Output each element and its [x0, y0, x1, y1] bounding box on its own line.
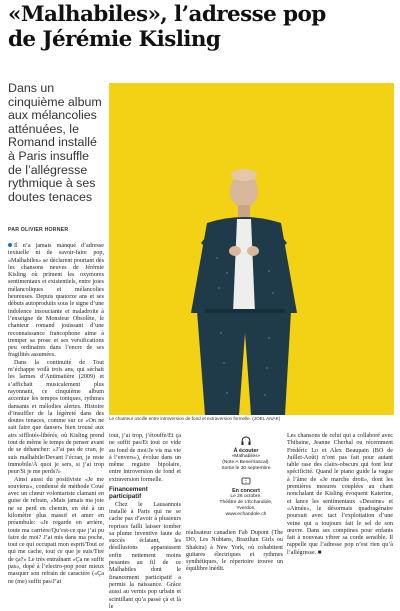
- paragraph: Ainsi aussi du positiviste «Je me souviens», condensé de méthode Coué avec un chœur volontariste clamant en guise de refrain, «Mais jamais ma joie ne se perd en chemin, en été à un kilomètre plus massif et amer en préambule: «Je regarde en arrière, toute ma carrière/Qu’est-ce que j’ai pu faire de moi? J’ai mis dans ma poche, tout ce qui occupait mon esprit/Tout ce qui me cache, tout ce que je suis/Tiré de ça?» Le très entraînant «Ça ne suffit pas», dopé à l’electro-pop pour mieux masquer son refrain de caractère («Ça ne (me) suffit pas/J’ai: [8, 476, 104, 585]
- byline: PAR OLIVIER HORNER: [8, 227, 69, 233]
- paragraph: Il n’a jamais manqué d’adresse textuelle ni de savoir-faire pop, «Malhabiles» se déclarent pourtant dès les chansons neuves de Jérémie Kisling où priment les oxymores sentimentaux et existentiels, entre joies mélancoliques et mélancolies heureuses. Depuis quatorze ans et ses débuts autoproduits sous le signe d’une indolence insouciante et maladroite à l’enseigne de Monsieur Obsolète, le chanteur romand jouissant d’une reconnaissance francophone aime à tremper sa prose et ses versifications peu ordinaires dans l’encre de ses fragilités assumées.: [8, 243, 104, 359]
- listen-album: «Malhabiles»: [231, 454, 261, 459]
- paragraph: Chez le Lausannois installé à Paris qui ne se cache pas d’avoir à plusieurs reprises failli laisser tomber sa plume inventive faute de succès éclatant, les désillusions apparaissent enfin nettement moins pesantes au fil de ce Malhabiles dont le financement participatif a permis la naissance. Grâce aussi au vernis pop urbain et scintillant qu’a passé çà et là le: [109, 501, 181, 610]
- paragraph: Dans la continuité de Tout m’échappe voilà trois ans, qui séchait les larmes d’Antimatière (2009) et s’affichait musicalement plus rayonnant, ce cinquième album accentue les tempos toniques, rythmes dansants et mélodies alertes. Histoire d’insuffler de la légèreté dans des doutes tenaces, comme sur ce «On ne sait faire que danser» bien trousé aux airs sifflotés-libérés, où Kisling prend tout de même le temps de penser avant de se déhancher: «J’ai pas de cran, je suis malhabile/Devant l’écran, je reste immobile/À quoi je sers, si j’ai trop peur/Si je me perds?»: [8, 359, 104, 476]
- photo: [109, 83, 394, 415]
- ticket-icon: [241, 476, 251, 486]
- concert-url: www.echandole.ch: [225, 512, 267, 517]
- headphones-icon: [241, 436, 251, 446]
- deck: Dans un cinquième album aux mélancolies atténuées, le Romand installé à Paris insuffle de l’allégresse rythmique à ses doutes tenaces: [8, 81, 102, 204]
- headline-line-1: «Malhabiles», l’adresse pop: [8, 2, 326, 27]
- paragraph: réalisateur canadien Fab Dupont (The DO, Les Nubians, Brazilian Girls ou Shakira) à New York, où cohabitent guitares électriques et rythmes synthétiques, le répertoire trouve un équilibre inédit.: [186, 530, 283, 573]
- photo-credit: (JOEL ANAK): [252, 416, 281, 421]
- concert-title: En concert: [232, 488, 260, 494]
- subhead: Financement participatif: [109, 486, 148, 501]
- singer-photo-illustration: [109, 83, 394, 415]
- concert-venue: Théâtre de L’Échandole, Yverdon,: [219, 500, 273, 511]
- bullet-icon: [8, 243, 12, 247]
- article-column-4: [287, 433, 393, 557]
- listen-date: Sortie le 30 septembre: [221, 466, 271, 471]
- listen-box: [210, 436, 282, 518]
- concert-date: Le 26 octobre,: [230, 494, 262, 499]
- headline: [8, 2, 394, 52]
- article-column-3: [186, 530, 283, 574]
- caption-text: Le chanteur oscille entre introversion de fond et extraversion formelle.: [109, 416, 251, 421]
- article-column-2: [109, 433, 181, 611]
- headline-line-2: de Jérémie Kisling: [8, 27, 221, 52]
- paragraph: tout, j’ai trop, j’étouffe/Et ça ne suffit pas/Et tout ce vide au fond de moi/Je vis ma vie à l’envers»), évolue dans un même registre bipolaire, entre introversion de fond et extraversion formelle.: [109, 433, 181, 483]
- article-column-1: [8, 243, 104, 586]
- paragraph: Les chansons de celui qui a collaboré avec Thibaine, Jeanne Cherhal ou récemment Frédéric Lo et Alex Beaupain (BO de Juillet-Août) n’ont pas fait pour autant table rase des clairs-obscurs qui font leur spécificité. Quand le piano guide la vague à l’âme de «Je marche droit», dont les premières mesures couplées au chant nonchalant de Kisling évoquent Katerine, et lance les sentimentaux «Dessine» et «Aimée», le désormais quadragénaire poursuit avec tact l’exploitation d’une veine qui a toujours fait le sel de son œuvre. Dans ses comptines pour enfants fait à nouveau vibrer sa corde sensible. Il rappelle que l’adresse pop n’est rien qu’à l’allégresse. ■: [287, 433, 393, 556]
- photo-caption: [109, 416, 394, 421]
- listen-title: À écouter: [233, 448, 259, 454]
- listen-label: (Note A Bene/Irascal).: [222, 460, 270, 465]
